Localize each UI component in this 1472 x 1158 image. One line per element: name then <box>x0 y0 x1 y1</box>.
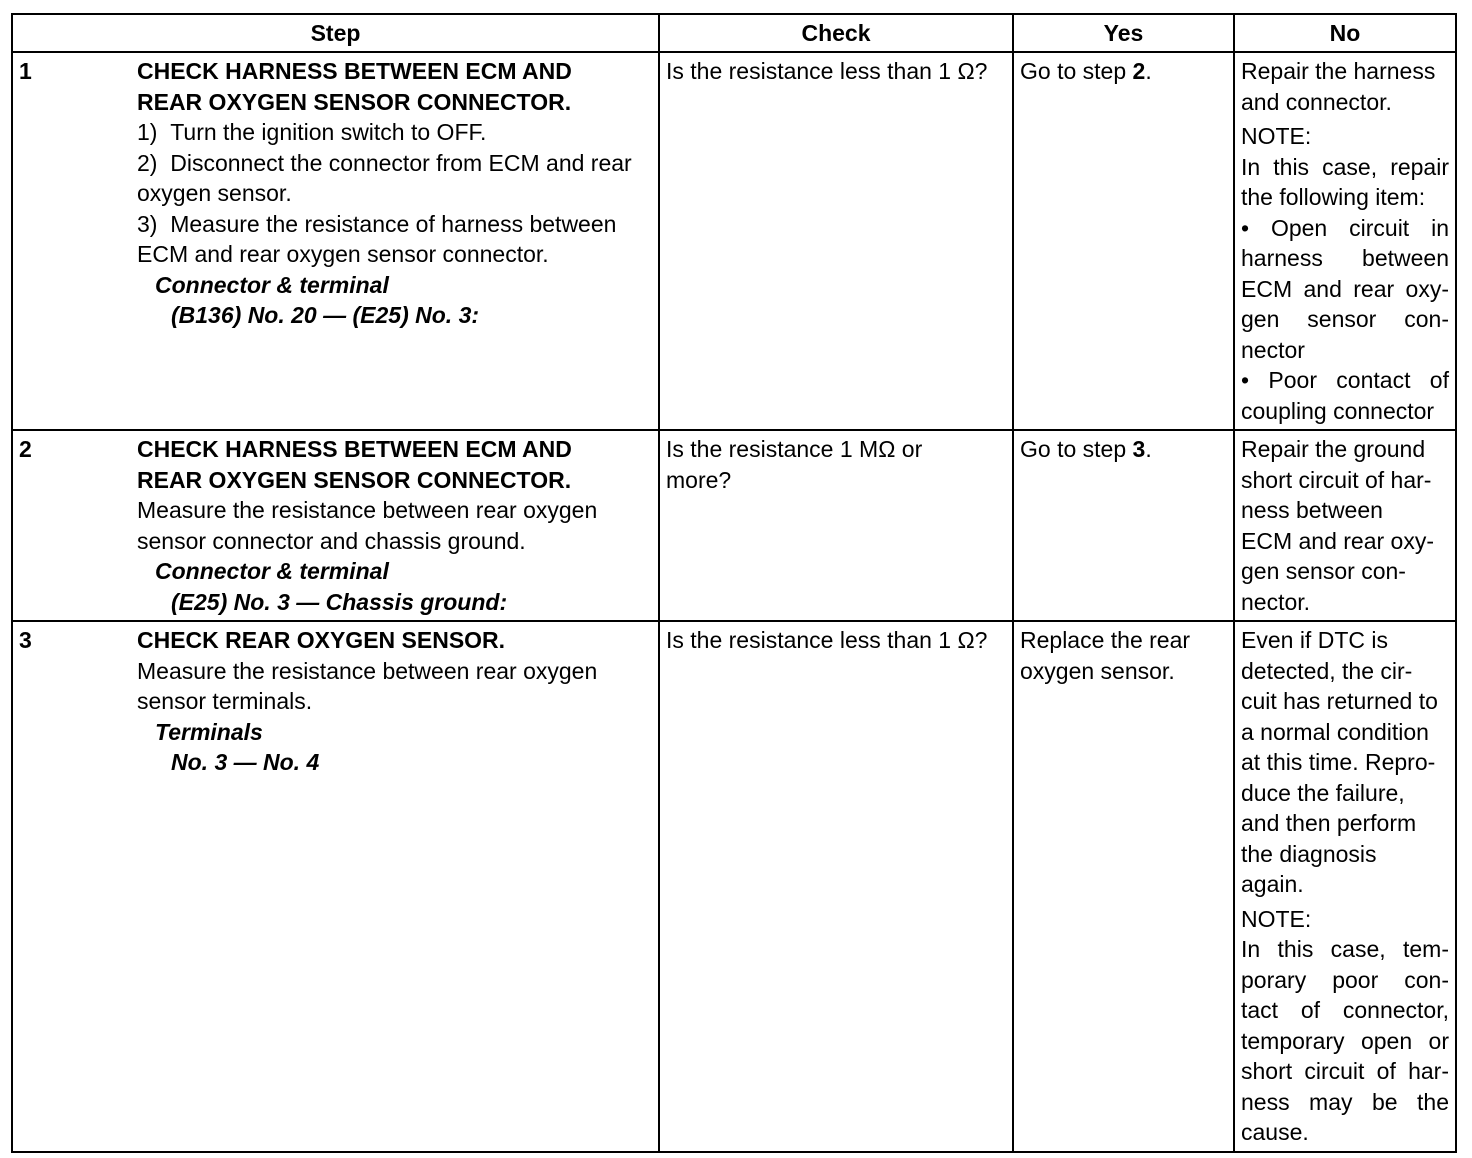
no-text: detected, the cir- <box>1241 657 1413 684</box>
instruction: Measure the resistance between rear oxygen sensor connector and chassis ground. <box>137 497 598 554</box>
no-text: short circuit of har- <box>1241 466 1432 493</box>
bullet-text: • Poor contact of <box>1241 367 1449 393</box>
no-text: Even if DTC is <box>1241 627 1388 653</box>
no-text: again. <box>1241 871 1304 897</box>
note-text: tact of connector, <box>1241 997 1449 1023</box>
yes-text: Go to step <box>1020 436 1133 462</box>
yes-cell <box>1013 621 1234 1152</box>
yes-text: Go to step <box>1020 58 1133 84</box>
bullet-text: coupling connector <box>1241 397 1435 424</box>
yes-step-ref: 2 <box>1132 58 1146 84</box>
bullet-text: ECM and rear oxy- <box>1241 275 1449 302</box>
check-cell <box>659 52 1013 430</box>
step-heading: REAR OXYGEN SENSOR CONNECTOR. <box>137 466 572 493</box>
yes-cell: Go to step 2. <box>1013 52 1234 430</box>
no-cell <box>1234 430 1456 621</box>
step-heading: CHECK HARNESS BETWEEN ECM AND <box>137 58 572 84</box>
note-text: ness may be the <box>1241 1088 1449 1115</box>
note-text: porary poor con- <box>1241 966 1449 993</box>
header-row <box>12 14 1456 52</box>
connector-title: Connector & terminal <box>155 558 389 584</box>
no-cell <box>1234 52 1456 430</box>
header-check: Check <box>659 14 1013 52</box>
step-heading: CHECK REAR OXYGEN SENSOR. <box>137 627 506 653</box>
step-cell <box>12 52 659 430</box>
step-number: 2 <box>19 436 32 462</box>
no-text: duce the failure, <box>1241 779 1405 806</box>
step-cell <box>12 430 659 621</box>
bullet-text: nector <box>1241 336 1305 363</box>
connector-value: (E25) No. 3 — Chassis ground: <box>171 588 508 615</box>
instruction: 2) Disconnect the connector from ECM and rear oxygen sensor. <box>137 149 632 206</box>
note-text: temporary open or <box>1241 1027 1449 1054</box>
no-text: a normal condition <box>1241 718 1429 745</box>
diagnosis-table <box>11 13 1457 1153</box>
terminals-value: No. 3 — No. 4 <box>171 749 320 775</box>
no-cell <box>1234 621 1456 1152</box>
header-yes: Yes <box>1013 14 1234 52</box>
note-text: cause. <box>1241 1119 1309 1145</box>
note-text: In this case, tem- <box>1241 936 1449 962</box>
bullet-text: harness between <box>1241 245 1449 271</box>
step-heading: CHECK HARNESS BETWEEN ECM AND <box>137 436 572 462</box>
no-text: the diagnosis <box>1241 840 1377 867</box>
step-heading: REAR OXYGEN SENSOR CONNECTOR. <box>137 88 572 115</box>
step-cell <box>12 621 659 1152</box>
step-number: 3 <box>19 627 32 653</box>
no-text: nector. <box>1241 588 1311 615</box>
check-cell <box>659 430 1013 621</box>
check-text: Is the resistance less than 1 Ω? <box>666 58 988 84</box>
bullet-text: gen sensor con- <box>1241 306 1449 332</box>
yes-step-ref: 3 <box>1132 436 1146 462</box>
no-text: ECM and rear oxy- <box>1241 527 1435 554</box>
check-text: more? <box>666 466 732 493</box>
no-text: Repair the harness <box>1241 58 1436 84</box>
yes-cell: Go to step 3. <box>1013 430 1234 621</box>
instruction: 1) Turn the ignition switch to OFF. <box>137 119 487 145</box>
instruction: Measure the resistance between rear oxygen sensor terminals. <box>137 657 598 714</box>
header-step: Step <box>12 14 659 52</box>
no-text: and connector. <box>1241 88 1392 115</box>
note-text: the following item: <box>1241 184 1426 210</box>
check-text: Is the resistance 1 MΩ or <box>666 436 923 462</box>
connector-title: Connector & terminal <box>155 271 389 298</box>
note-label: NOTE: <box>1241 123 1312 149</box>
note-text: In this case, repair <box>1241 153 1449 180</box>
bullet-text: • Open circuit in <box>1241 214 1449 241</box>
header-no: No <box>1234 14 1456 52</box>
yes-text: oxygen sensor. <box>1020 657 1175 684</box>
no-text: at this time. Repro- <box>1241 749 1436 775</box>
no-text: gen sensor con- <box>1241 558 1406 584</box>
check-cell <box>659 621 1013 1152</box>
yes-text: Replace the rear <box>1020 627 1191 653</box>
table-row <box>12 52 1456 430</box>
terminals-title: Terminals <box>155 718 263 745</box>
no-text: cuit has returned to <box>1241 688 1438 714</box>
instruction: 3) Measure the resistance of harness between ECM and rear oxygen sensor connector. <box>137 210 617 267</box>
note-text: short circuit of har- <box>1241 1058 1449 1084</box>
no-text: ness between <box>1241 497 1383 523</box>
no-text: Repair the ground <box>1241 436 1426 462</box>
connector-value: (B136) No. 20 — (E25) No. 3: <box>171 302 480 328</box>
check-text: Is the resistance less than 1 Ω? <box>666 627 988 653</box>
note-label: NOTE: <box>1241 905 1312 932</box>
table-row <box>12 430 1456 621</box>
table-row <box>12 621 1456 1152</box>
no-text: and then perform <box>1241 810 1417 836</box>
step-number: 1 <box>19 58 32 84</box>
